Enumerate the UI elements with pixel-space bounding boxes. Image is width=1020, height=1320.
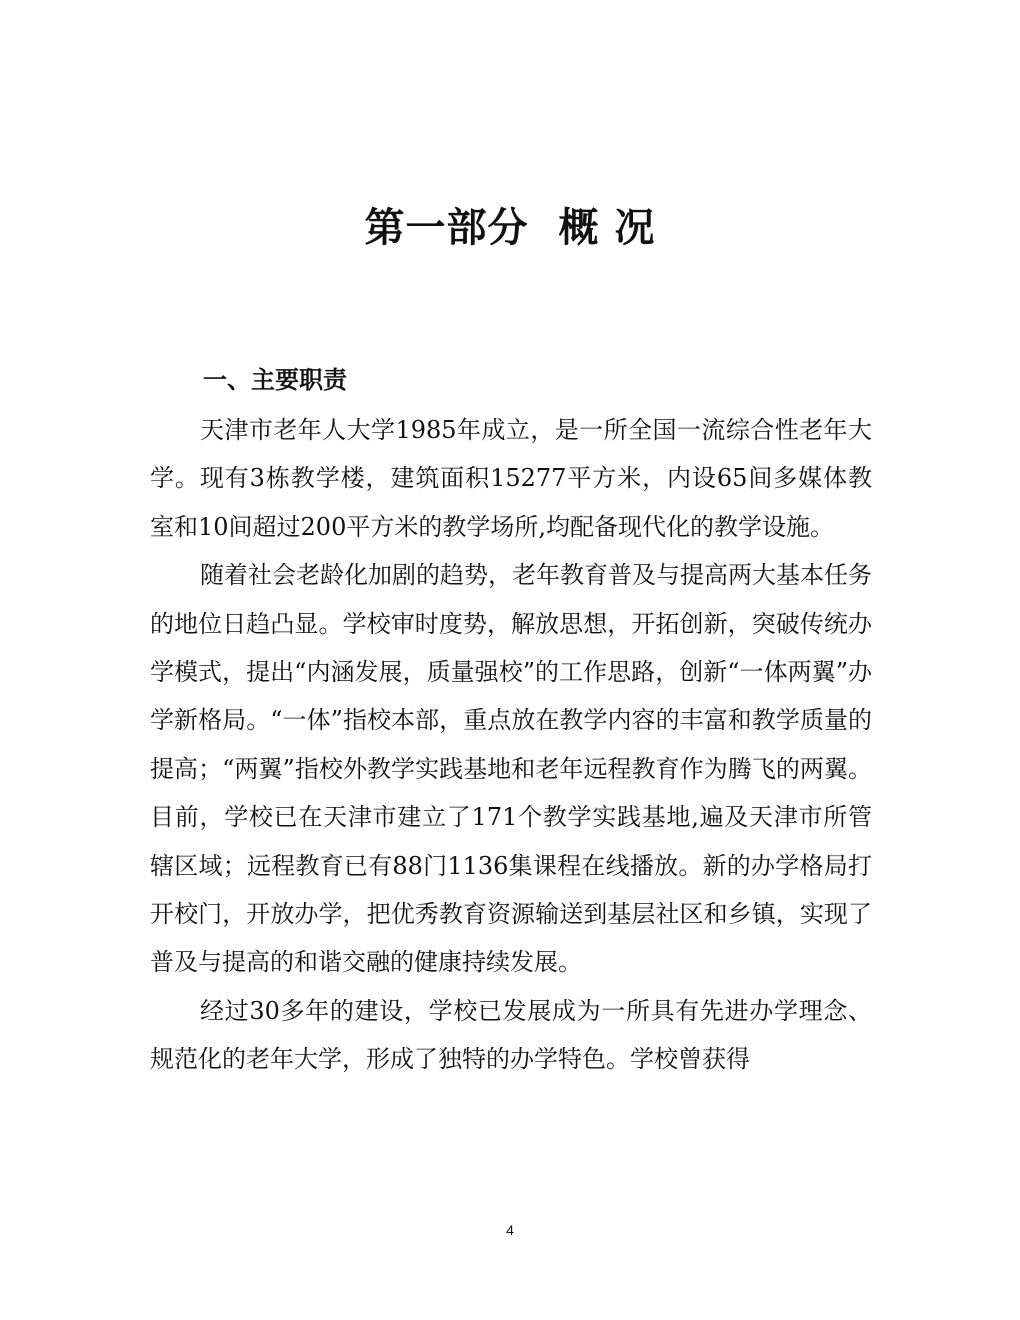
section-heading: 一、主要职责 xyxy=(203,366,347,394)
title-name: 概 况 xyxy=(558,204,656,251)
page-title xyxy=(0,200,1020,256)
body-text xyxy=(150,406,872,1084)
title-part: 第一部分 xyxy=(364,204,529,251)
page-number: 4 xyxy=(506,1222,514,1238)
paragraph-achievements: 经过30多年的建设，学校已发展成为一所具有先进办学理念、规范化的老年大学，形成了独特的办学特色。学校曾获得 xyxy=(150,996,872,1074)
paragraph-founding: 天津市老年人大学1985年成立，是一所全国一流综合性老年大学。现有3栋教学楼，建筑面积15277平方米，内设65间多媒体教室和10间超过200平方米的教学场所,均配备现代化的教学设施。 xyxy=(150,416,872,541)
paragraph-development: 随着社会老龄化加剧的趋势，老年教育普及与提高两大基本任务的地位日趋凸显。学校审时度势，解放思想，开拓创新，突破传统办学模式，提出“内涵发展，质量强校”的工作思路，创新“一体两翼”办学新格局。“一体”指校本部，重点放在教学内容的丰富和教学质量的提高；“两翼”指校外教学实践基地和老年远程教育作为腾飞的两翼。目前，学校已在天津市建立了171个教学实践基地,遍及天津市所管辖区域；远程教育已有88门1136集课程在线播放。新的办学格局打开校门，开放办学，把优秀教育资源输送到基层社区和乡镇，实现了普及与提高的和谐交融的健康持续发展。 xyxy=(150,561,872,977)
